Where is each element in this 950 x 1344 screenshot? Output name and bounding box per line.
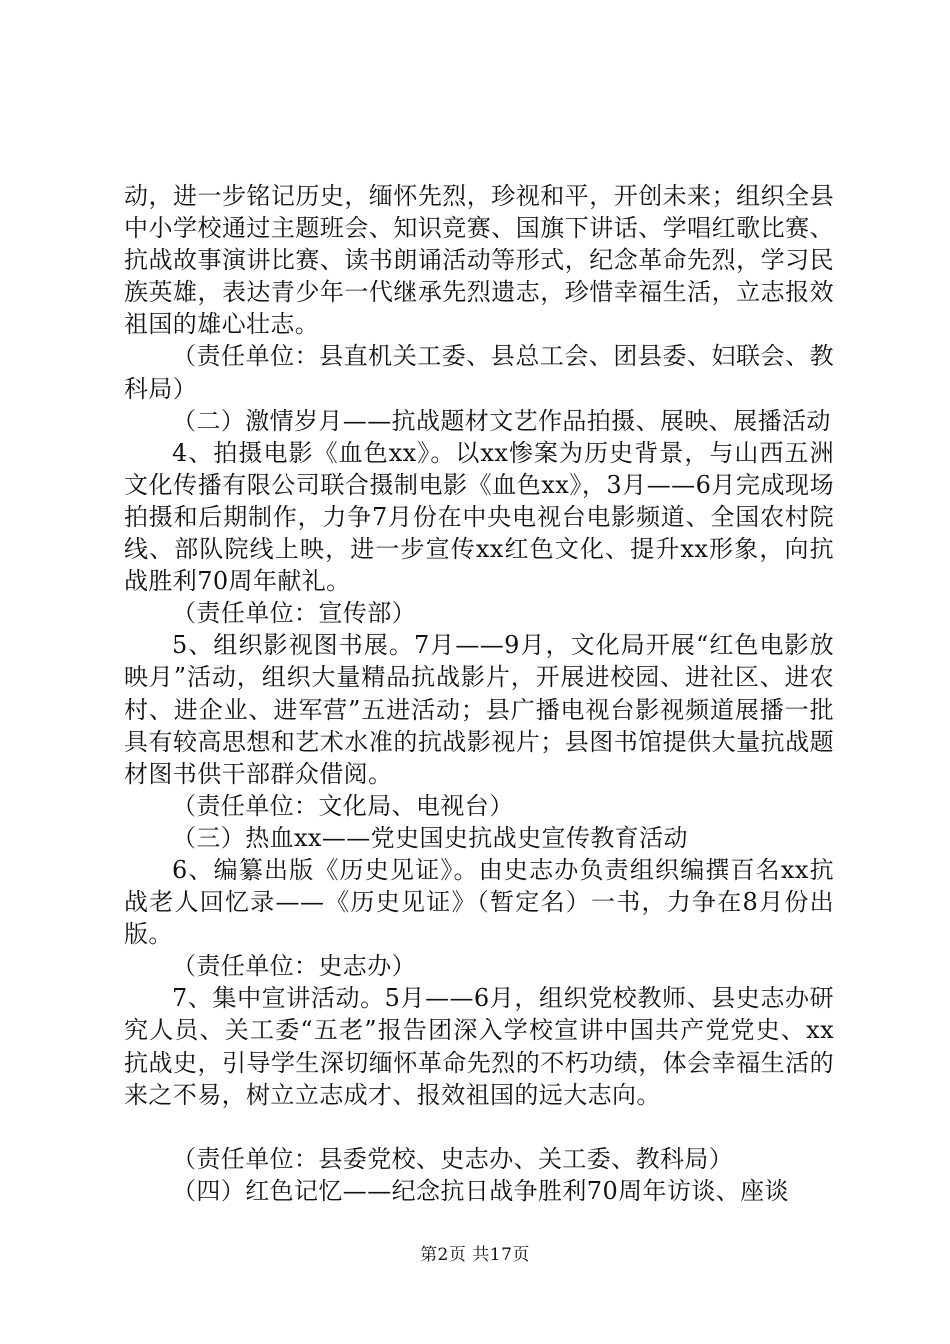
page-footer [0,1244,950,1266]
document-body [124,180,834,1207]
paragraph-item-7: 7、集中宣讲活动。5月——6月，组织党校教师、县史志办研究人员、关工委“五老”报告团深入学校宣讲中国共产党党史、xx抗战史，引导学生深切缅怀革命先烈的不朽功绩，体会幸福生活的来之不易，树立立志成才、报效祖国的远大志向。 [124,984,834,1109]
paragraph-item-6: 6、编纂出版《历史见证》。由史志办负责组织编撰百名xx抗战老人回忆录——《历史见证》（暂定名）一书，力争在8月份出版。 [124,855,834,949]
paragraph-responsible-units: （责任单位：县直机关工委、县总工会、团县委、妇联会、教科局） [124,342,834,403]
paragraph-item-5: 5、组织影视图书展。7月——9月，文化局开展“红色电影放映月”活动，组织大量精品抗战影片，开展进校园、进社区、进农村、进企业、进军营”五进活动；县广播电视台影视频道展播一批具有较高思想和艺术水准的抗战影视片；县图书馆提供大量抗战题材图书供干部群众借阅。 [124,631,834,788]
section-heading-2: （二）激情岁月——抗战题材文艺作品拍摄、展映、展播活动 [172,406,831,435]
paragraph-item-4: 4、拍摄电影《血色xx》。以xx惨案为历史背景，与山西五洲文化传播有限公司联合摄制电影《血色xx》，3月——6月完成现场拍摄和后期制作，力争7月份在中央电视台电影频道、全国农村院线、部队院线上映，进一步宣传xx红色文化、提升xx形象，向抗战胜利70周年献礼。 [124,438,834,596]
section-heading-4: （四）红色记忆——纪念抗日战争胜利70周年访谈、座谈 [172,1176,789,1205]
page-number-label: 第2页 共17页 [420,1245,530,1265]
paragraph-responsible-units: （责任单位：宣传部） [172,599,416,628]
section-heading-3: （三）热血xx——党史国史抗战史宣传教育活动 [172,823,688,852]
paragraph-responsible-units: （责任单位：史志办） [172,952,416,981]
paragraph-responsible-units: （责任单位：文化局、电视台） [172,791,514,820]
paragraph-continuation: 动，进一步铭记历史，缅怀先烈，珍视和平，开创未来；组织全县中小学校通过主题班会、知识竞赛、国旗下讲话、学唱红歌比赛、抗战故事演讲比赛、读书朗诵活动等形式，纪念革命先烈，学习民族英雄，表达青少年一代继承先烈遗志，珍惜幸福生活，立志报效祖国的雄心壮志。 [124,182,834,339]
paragraph-responsible-units: （责任单位：县委党校、史志办、关工委、教科局） [172,1144,734,1173]
